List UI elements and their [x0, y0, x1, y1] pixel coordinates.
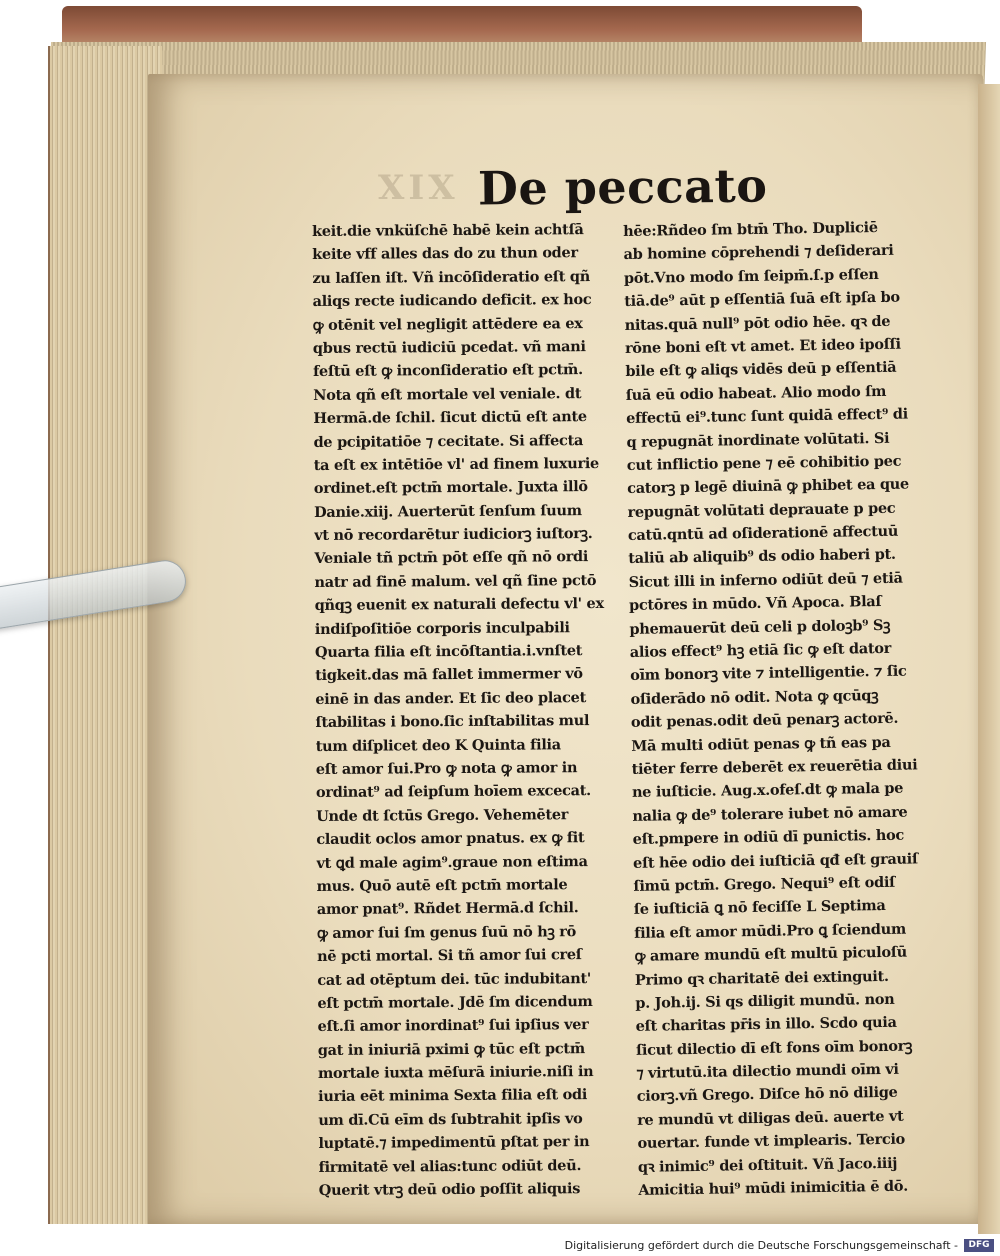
- text-line: pōt.Vno modo ſm ſeipm̄.ſ.p eſſen: [623, 265, 879, 287]
- page-stack-left: [48, 46, 162, 1224]
- text-line: bile eſt ꝙ aliqs vidēs deū p eſſentiā: [625, 359, 897, 381]
- text-line: rōne boni eſt vt amet. Et ideo ipoſſi: [624, 335, 901, 357]
- text-line: ſuā eū odio habeat. Alio modo ſm: [625, 382, 887, 404]
- text-line: mortale iuxta mēſurā iniurie.niſi in: [317, 1063, 594, 1083]
- text-line: gat in iniuriā pximi ꝙ tūc eſt pctm̄: [317, 1039, 585, 1059]
- text-line: tiēter ferre deberēt ex reuerētia diui: [631, 756, 918, 778]
- text-line: tigkeit.das mā fallet immermer vō: [315, 665, 583, 685]
- text-line: Primo qꝛ charitatē dei extinguit.: [634, 967, 889, 989]
- text-line: vt ꝗd male agim⁹.graue non eſtima: [316, 852, 588, 872]
- text-line: eſt.ſi amor inordinat⁹ ſui ipſius ver: [317, 1016, 589, 1036]
- text-line: um dī.Cū eīm ds ſubtrahit ipſis vo: [318, 1109, 583, 1129]
- text-line: Quarta filia eſt incōſtantia.i.vnſtet: [314, 642, 583, 662]
- text-line: qꝛ inimic⁹ dei oſtituit. Vñ Jaco.iiij: [637, 1154, 898, 1176]
- text-line: effectū ei⁹.tunc ſunt quidā effect⁹ di: [625, 405, 908, 428]
- text-line: amor pnat⁹. Rñdet Hermā.d ſchil.: [316, 899, 579, 919]
- text-line: natr ad finē malum. vel qñ ſine pctō: [314, 571, 597, 591]
- text-line: ta eſt ex intētiōe vl' ad finem luxurie: [313, 454, 599, 474]
- text-line: Nota qñ eſt mortale vel veniale. dt: [313, 384, 582, 404]
- text-line: eſt amor ſui.Pro ꝙ nota ꝙ amor in: [315, 759, 578, 778]
- text-line: ne iuſticie. Aug.x.ofeſ.dt ꝙ mala pe: [631, 780, 904, 802]
- text-line: ⁊ virtutū.ita dilectio mundi oīm vi: [636, 1060, 899, 1082]
- book-cover-top: [62, 6, 862, 46]
- text-line: claudit oclos amor pnatus. ex ꝙ fit: [316, 829, 585, 849]
- text-line: ꝙ amor ſui ſm genus ſuū nō hꝫ rō: [316, 922, 577, 942]
- funding-credit: Digitalisierung gefördert durch die Deutsche Forschungsgemeinschaft -: [564, 1239, 958, 1252]
- text-line: Querit vtrꝫ deū odio poſſit aliquis: [318, 1180, 581, 1199]
- text-line: nitas.quā null⁹ pōt odio hēe. qꝛ de: [624, 312, 891, 334]
- text-line: eſt pctm̄ mortale. Jdē ſm dicendum: [317, 992, 593, 1012]
- text-line: einē in das ander. Et ſic deo placet: [315, 688, 587, 708]
- text-line: catorꝫ p legē diuinā ꝙ phibet ea que: [627, 475, 910, 498]
- text-line: tiā.de⁹ aūt p eſſentiā ſuā eſt ipſa bo: [624, 288, 900, 311]
- text-line: Danie.xiij. Auerterūt ſenſum ſuum: [313, 501, 582, 521]
- text-line: zu laſſen iſt. Vñ incōſideratio eſt qñ: [312, 267, 590, 287]
- text-line: Sicut illi in inferno odiūt deū ⁊ etiā: [628, 569, 903, 591]
- text-line: ordinet.eſt pctm̄ mortale. Juxta illō: [313, 478, 588, 498]
- text-line: phemauerūt deū celi p doloꝫb⁹ Sꝫ: [629, 616, 891, 638]
- text-line: Mā multi odiūt penas ꝙ tñ eas pa: [631, 733, 891, 755]
- text-line: keite vff alles das do zu thun oder: [312, 244, 578, 264]
- text-line: alios effect⁹ hꝫ etiā ſic ꝙ eſt dator: [629, 639, 892, 661]
- text-line: vt nō recordarētur iudiciorꝫ iuſtorꝫ.: [314, 525, 593, 545]
- text-line: ab homine cōprehendi ⁊ deſiderari: [623, 242, 894, 264]
- text-line: repugnāt volūtati deprauate p pec: [627, 499, 896, 521]
- text-line: filia eſt amor mūdi.Pro ꝗ ſciendum: [634, 920, 907, 942]
- text-line: ſe iuſticiā ꝗ nō feciſſe L Septima: [633, 897, 886, 919]
- text-line: Unde dt ſctūs Grego. Vehemēter: [316, 805, 569, 825]
- text-line: Veniale tñ pctm̄ pōt eſſe qñ nō ordi: [314, 548, 589, 568]
- text-line: catū.qntū ad oſiderationē affectuū: [627, 522, 899, 545]
- text-line: ſimū pctm̄. Grego. Nequi⁹ eſt odiſ: [633, 873, 896, 895]
- page-title: De peccato: [477, 158, 768, 216]
- text-line: tum diſplicet deo K Quinta filia: [315, 735, 561, 755]
- text-line: eſt charitas pr̄is in illo. Scdo quia: [635, 1014, 897, 1036]
- dfg-logo: DFG: [964, 1239, 994, 1252]
- text-line: ſicut dilectio dī eſt fons oīm bonorꝫ: [635, 1037, 913, 1059]
- text-line: ordinat⁹ ad ſeipſum hoīem excecat.: [315, 782, 591, 802]
- text-column-right: [623, 215, 950, 1202]
- bleed-through-text: XIX: [378, 168, 459, 208]
- text-line: cat ad otēptum dei. tūc indubitant': [317, 969, 592, 989]
- facing-page-edge: [978, 84, 1000, 1234]
- text-line: eſt hēe odio dei iuſticiā qđ eſt grauiſ: [632, 849, 918, 872]
- text-line: eſt.pmpere in odiū dī punictis. hoc: [632, 826, 905, 849]
- text-line: mus. Quō autē eſt pctm̄ mortale: [316, 876, 568, 895]
- text-line: aliqs recte iudicando deficit. ex hoc: [312, 291, 592, 311]
- text-line: iuria eēt minima Sexta filia eſt odi: [318, 1086, 588, 1106]
- text-line: taliū ab aliquib⁹ ds odio haberi pt.: [628, 546, 896, 568]
- text-line: q repugnāt inordinate volūtati. Si: [626, 429, 890, 451]
- text-line: keit.die vnküſchē habē kein achtſā: [312, 221, 584, 240]
- text-line: cut inflictio pene ⁊ eē cohibitio pec: [626, 452, 902, 474]
- text-line: re mundū vt diligas deū. auerte vt: [637, 1107, 904, 1129]
- text-line: oīm bonorꝫ vite ⁊ intelligentie. ⁊ ſic: [630, 663, 907, 685]
- text-line: odit penas.odit deū penarꝫ actorē.: [630, 709, 899, 732]
- footer-bar: [0, 1236, 1000, 1256]
- text-line: oſiderādo nō odit. Nota ꝙ qcūqꝫ: [630, 686, 879, 708]
- text-line: qbus rectū iudiciū pcedat. vñ mani: [312, 338, 586, 357]
- text-column-left: [312, 218, 631, 1203]
- text-line: feſtū eſt ꝙ inconſideratio eſt pctm̄.: [313, 361, 583, 381]
- text-line: ſtabilitas i bono.ſic inſtabilitas mul: [315, 712, 590, 732]
- text-line: nē pcti mortal. Si tñ amor ſui creſ: [317, 946, 582, 966]
- text-line: p. Joh.ij. Si qs diligit mundū. non: [635, 990, 895, 1012]
- text-line: ciorꝫ.vñ Grego. Diſce hō nō dilige: [636, 1084, 898, 1106]
- text-line: ꝙ otēnit vel negligit attēdere ea ex: [312, 314, 583, 334]
- text-line: Amicitia hui⁹ mūdi inimicitia ē dō.: [638, 1177, 909, 1199]
- text-line: de pcipitatiōe ⁊ cecitate. Si affecta: [313, 431, 584, 451]
- text-line: ouertar. funde vt implearis. Tercio: [637, 1130, 906, 1153]
- text-line: Hermā.de ſchil. ſicut dictū eſt ante: [313, 408, 587, 428]
- text-line: pctōres in mūdo. Vñ Apoca. Blaſ: [628, 593, 882, 615]
- text-line: nalia ꝙ de⁹ tolerare iubet nō amare: [632, 803, 908, 825]
- text-line: firmitatē vel alias:tunc odiūt deū.: [318, 1156, 582, 1176]
- text-line: indiſpoſitiōe corporis inculpabili: [314, 618, 570, 638]
- text-line: luptatē.⁊ impedimentū pſtat per in: [318, 1133, 590, 1153]
- text-line: hēe:Rñdeo ſm btm̄ Tho. Dupliciē: [623, 219, 878, 240]
- text-line: qñqꝫ euenit ex naturali defectu vl' ex: [314, 595, 604, 615]
- text-line: ꝙ amare mundū eſt multū piculoſū: [634, 943, 908, 966]
